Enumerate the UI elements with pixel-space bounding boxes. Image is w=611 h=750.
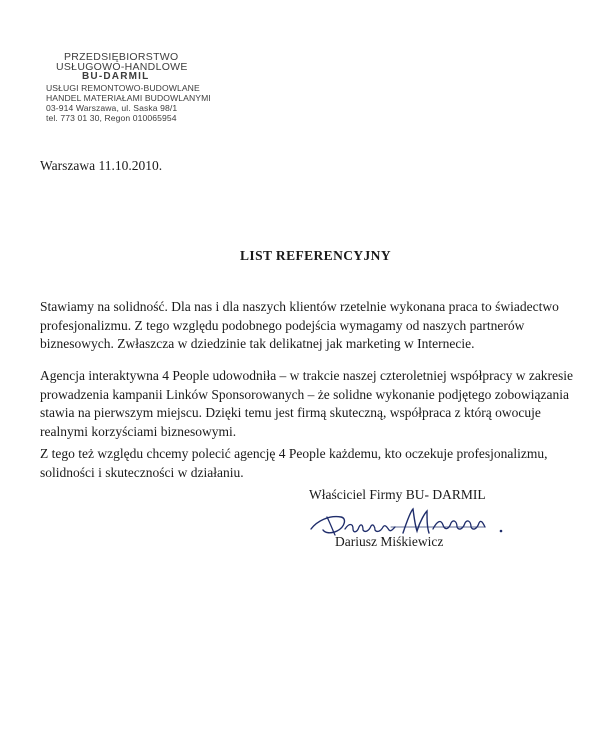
- stamp-line: tel. 773 01 30, Regon 010065954: [46, 113, 177, 124]
- letter-date: Warszawa 11.10.2010.: [40, 158, 163, 173]
- paragraph: [40, 445, 580, 482]
- paragraph-line: Z tego też względu chcemy polecić agencję 4 People każdemu, kto oczekuje profesjonalizmu,: [40, 446, 548, 461]
- stamp-line: HANDEL MATERIAŁAMI BUDOWLANYMI: [46, 92, 211, 103]
- owner-title: Właściciel Firmy BU- DARMIL: [309, 487, 486, 502]
- stamp-line: PRZEDSIĘBIORSTWO: [64, 52, 179, 63]
- paragraph: [40, 298, 580, 354]
- stamp-line: BU-DARMIL: [82, 72, 150, 83]
- paragraph-line: biznesowych. Zwłaszcza w dziedzinie tak delikatnej jak marketing w Internecie.: [40, 336, 475, 352]
- paragraph-line: profesjonalizmu. Z tego względu podobnego podejścia wymagamy od naszych partnerów: [40, 317, 525, 333]
- company-stamp: [46, 52, 218, 123]
- stamp-line: USŁUGI REMONTOWO-BUDOWLANE: [46, 82, 200, 93]
- paragraph-line: stawia na pierwszym miejscu. Dzięki temu jest firmą skuteczną, współpraca z którą owocuje: [40, 405, 541, 421]
- letter-title: LIST REFERENCYJNY: [240, 248, 391, 263]
- signer-name: Dariusz Miśkiewicz: [335, 534, 444, 549]
- paragraph-line: Agencja interaktywna 4 People udowodniła – w trakcie naszej czteroletniej współpracy w zakresie: [40, 368, 574, 383]
- stamp-line: 03-914 Warszawa, ul. Saska 98/1: [46, 103, 178, 114]
- stamp-line: USŁUGOWO-HANDLOWE: [56, 62, 188, 73]
- paragraph-line: solidności i skuteczności w działaniu.: [40, 464, 244, 480]
- paragraph-line: Stawiamy na solidność. Dla nas i dla naszych klientów rzetelnie wykonana praca to świadectwo: [40, 299, 559, 314]
- paragraph: [40, 367, 580, 442]
- paragraph-line: prowadzenia kampanii Linków Sponsorowanych – że solidne wykonanie podjętego zobowiązania: [40, 386, 569, 402]
- paragraph-line: realnymi korzyściami biznesowymi.: [40, 424, 237, 440]
